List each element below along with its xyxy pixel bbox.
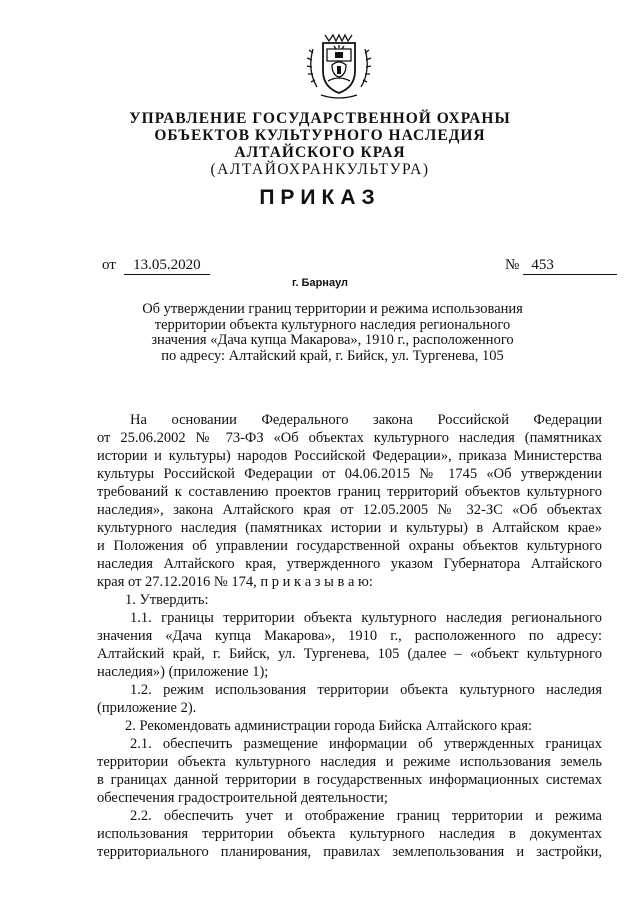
body-line: наследия», закона Алтайского края от 12.05.2005 № 32-ЗС «Об объектах bbox=[97, 502, 602, 518]
item-1-1-line: значения «Дача купца Макарова», 1910 г., расположенного по адресу: bbox=[97, 628, 602, 644]
organization-abbreviation: (АЛТАЙОХРАНКУЛЬТУРА) bbox=[210, 161, 430, 178]
item-2: 2. Рекомендовать администрации города Бийска Алтайского края: bbox=[125, 718, 533, 734]
item-2-1-line: обеспечения градостроительной деятельности; bbox=[97, 790, 388, 806]
organization-name bbox=[0, 110, 640, 178]
subject-line-2: территории объекта культурного наследия регионального bbox=[154, 316, 511, 333]
date-prefix: от bbox=[102, 257, 116, 273]
body-line: культуры Российской Федерации от 04.06.2015 № 1745 «Об утверждении bbox=[97, 466, 602, 482]
document-type-title: ПРИКАЗ bbox=[259, 186, 381, 209]
organization-line-2: ОБЪЕКТОВ КУЛЬТУРНОГО НАСЛЕДИЯ bbox=[154, 127, 486, 144]
document-date-line bbox=[102, 257, 210, 275]
document-city: г. Барнаул bbox=[291, 277, 349, 289]
subject-line-1: Об утверждении границ территории и режима использования bbox=[142, 301, 523, 317]
number-prefix: № bbox=[505, 257, 520, 273]
item-2-1-line: территории объекта культурного наследия и режиме использования земель bbox=[97, 754, 602, 770]
coat-of-arms-emblem bbox=[299, 25, 379, 105]
subject-line-4: по адресу: Алтайский край, г. Бийск, ул. Тургенева, 105 bbox=[161, 347, 504, 364]
body-line: и Положения об управлении государственной охраны объектов культурного bbox=[97, 538, 602, 554]
item-2-2-line: 2.2. обеспечить учет и отображение границ территории и режима bbox=[130, 808, 602, 824]
organization-line-1: УПРАВЛЕНИЕ ГОСУДАРСТВЕННОЙ ОХРАНЫ bbox=[129, 110, 511, 127]
body-line: края от 27.12.2016 № 174, п р и к а з ы в а ю: bbox=[97, 574, 373, 590]
document-body bbox=[97, 411, 602, 861]
body-line: от 25.06.2002 № 73-ФЗ «Об объектах культурного наследия (памятниках bbox=[97, 430, 602, 446]
organization-line-3: АЛТАЙСКОГО КРАЯ bbox=[234, 144, 406, 161]
body-line: наследия Алтайского края, утвержденного указом Губернатора Алтайского bbox=[97, 556, 602, 572]
body-line: культурного наследия (памятниках истории и культуры) в Алтайском крае» bbox=[97, 520, 602, 536]
item-1: 1. Утвердить: bbox=[125, 592, 209, 608]
document-subject bbox=[110, 302, 555, 364]
subject-line-3: значения «Дача купца Макарова», 1910 г., расположенного bbox=[151, 332, 514, 348]
item-1-1-line: Алтайский край, г. Бийск, ул. Тургенева, 105 (далее – «объект культурного bbox=[97, 646, 602, 662]
item-1-2-line: (приложение 2). bbox=[97, 700, 197, 716]
item-1-1-line: 1.1. границы территории объекта культурного наследия регионального bbox=[130, 610, 602, 626]
body-line: На основании Федерального закона Российской Федерации bbox=[130, 412, 602, 428]
item-2-2-line: использования территории объекта культурного наследия в документах bbox=[97, 826, 602, 842]
item-1-2-line: 1.2. режим использования территории объекта культурного наследия bbox=[130, 682, 602, 698]
body-line: требований к составлению проектов границ территорий объектов культурного bbox=[97, 484, 602, 500]
body-line: истории и культуры) народов Российской Федерации», приказа Министерства bbox=[97, 448, 602, 464]
document-number: 453 bbox=[523, 257, 617, 275]
item-2-2-line: территориального планирования, правилах землепользования и застройки, bbox=[97, 844, 602, 860]
document-number-line bbox=[505, 257, 617, 275]
item-2-1-line: в границах данной территории в государственных информационных системах bbox=[97, 772, 602, 788]
item-2-1-line: 2.1. обеспечить размещение информации об утвержденных границах bbox=[130, 736, 602, 752]
document-date: 13.05.2020 bbox=[124, 257, 210, 275]
item-1-1-line: наследия») (приложение 1); bbox=[97, 664, 269, 680]
